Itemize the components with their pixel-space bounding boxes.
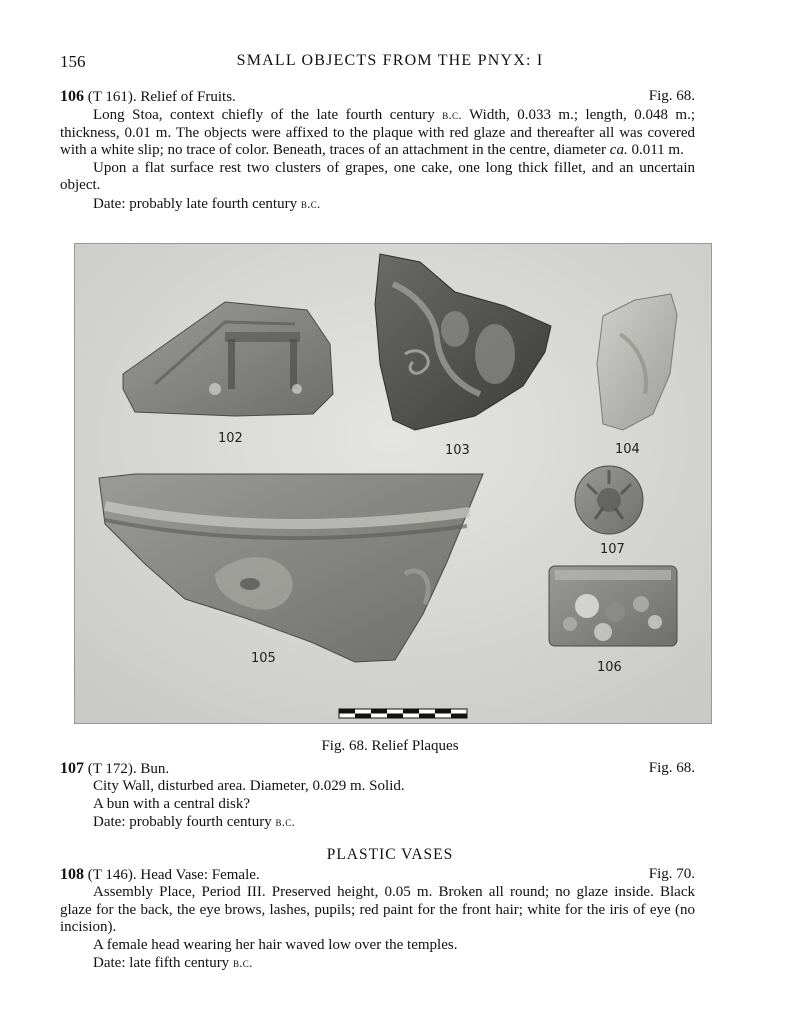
entry-description: Upon a flat surface rest two clusters of grapes, one cake, one long thick fillet, and an uncertain object.	[60, 159, 695, 193]
plaque-106	[549, 566, 677, 646]
entry-date: Date: probably fourth century b.c.	[93, 814, 296, 830]
object-label-107: 107	[600, 542, 625, 557]
object-label-104: 104	[615, 442, 640, 457]
entry-catalog-number: (T 172).	[87, 761, 137, 777]
entry-number: 108	[60, 866, 84, 883]
catalog-entry-106	[60, 88, 695, 213]
figure-photograph	[74, 243, 712, 724]
entry-catalog-number: (T 161).	[87, 89, 137, 105]
page-number: 156	[60, 52, 86, 71]
entry-heading	[60, 760, 695, 778]
object-label-102: 102	[218, 431, 243, 446]
entry-number: 106	[60, 88, 84, 105]
entry-title: Bun.	[140, 761, 170, 777]
entry-details: City Wall, disturbed area. Diameter, 0.029 m. Solid.	[93, 778, 405, 794]
catalog-entry-108	[60, 866, 695, 973]
entry-details: Long Stoa, context chiefly of the late fourth century b.c. Width, 0.033 m.; length, 0.048 m.; thickness, 0.01 m. The objects were affixed to the plaque with red glaze and thereafter all was covered with a white slip; no trace of color. Beneath, traces of an attachment in the centre, diameter ca. 0.011 m.	[60, 107, 695, 158]
page-header	[60, 52, 720, 74]
entry-title: Head Vase: Female.	[140, 867, 260, 883]
scale-bar	[339, 709, 467, 718]
object-label-105: 105	[251, 651, 276, 666]
figure-reference: Fig. 70.	[648, 866, 695, 882]
entry-title: Relief of Fruits.	[140, 89, 236, 105]
entry-number: 107	[60, 760, 84, 777]
entry-catalog-number: (T 146).	[87, 867, 137, 883]
entry-date: Date: probably late fourth century b.c.	[93, 195, 321, 212]
object-label-103: 103	[445, 443, 470, 458]
entry-date: Date: late fifth century b.c.	[93, 955, 253, 971]
figure-reference: Fig. 68.	[648, 760, 695, 776]
entry-description: A bun with a central disk?	[93, 795, 251, 812]
running-title: SMALL OBJECTS FROM THE PNYX: I	[236, 52, 544, 69]
object-label-106: 106	[597, 660, 622, 675]
entry-description: A female head wearing her hair waved low over the temples.	[93, 936, 458, 953]
catalog-entry-107	[60, 760, 695, 832]
entry-heading	[60, 866, 695, 884]
entry-heading	[60, 88, 695, 106]
figure-reference: Fig. 68.	[648, 88, 695, 104]
entry-details: Assembly Place, Period III. Preserved height, 0.05 m. Broken all round; no glaze inside. Black glaze for the back, the eye brows, lashes, pupils; red paint for the front hair; white for the iris of eye (no incision).	[60, 884, 695, 935]
plaque-107	[575, 466, 643, 534]
figure-caption: Fig. 68. Relief Plaques	[321, 738, 459, 754]
section-heading: PLASTIC VASES	[326, 846, 454, 863]
